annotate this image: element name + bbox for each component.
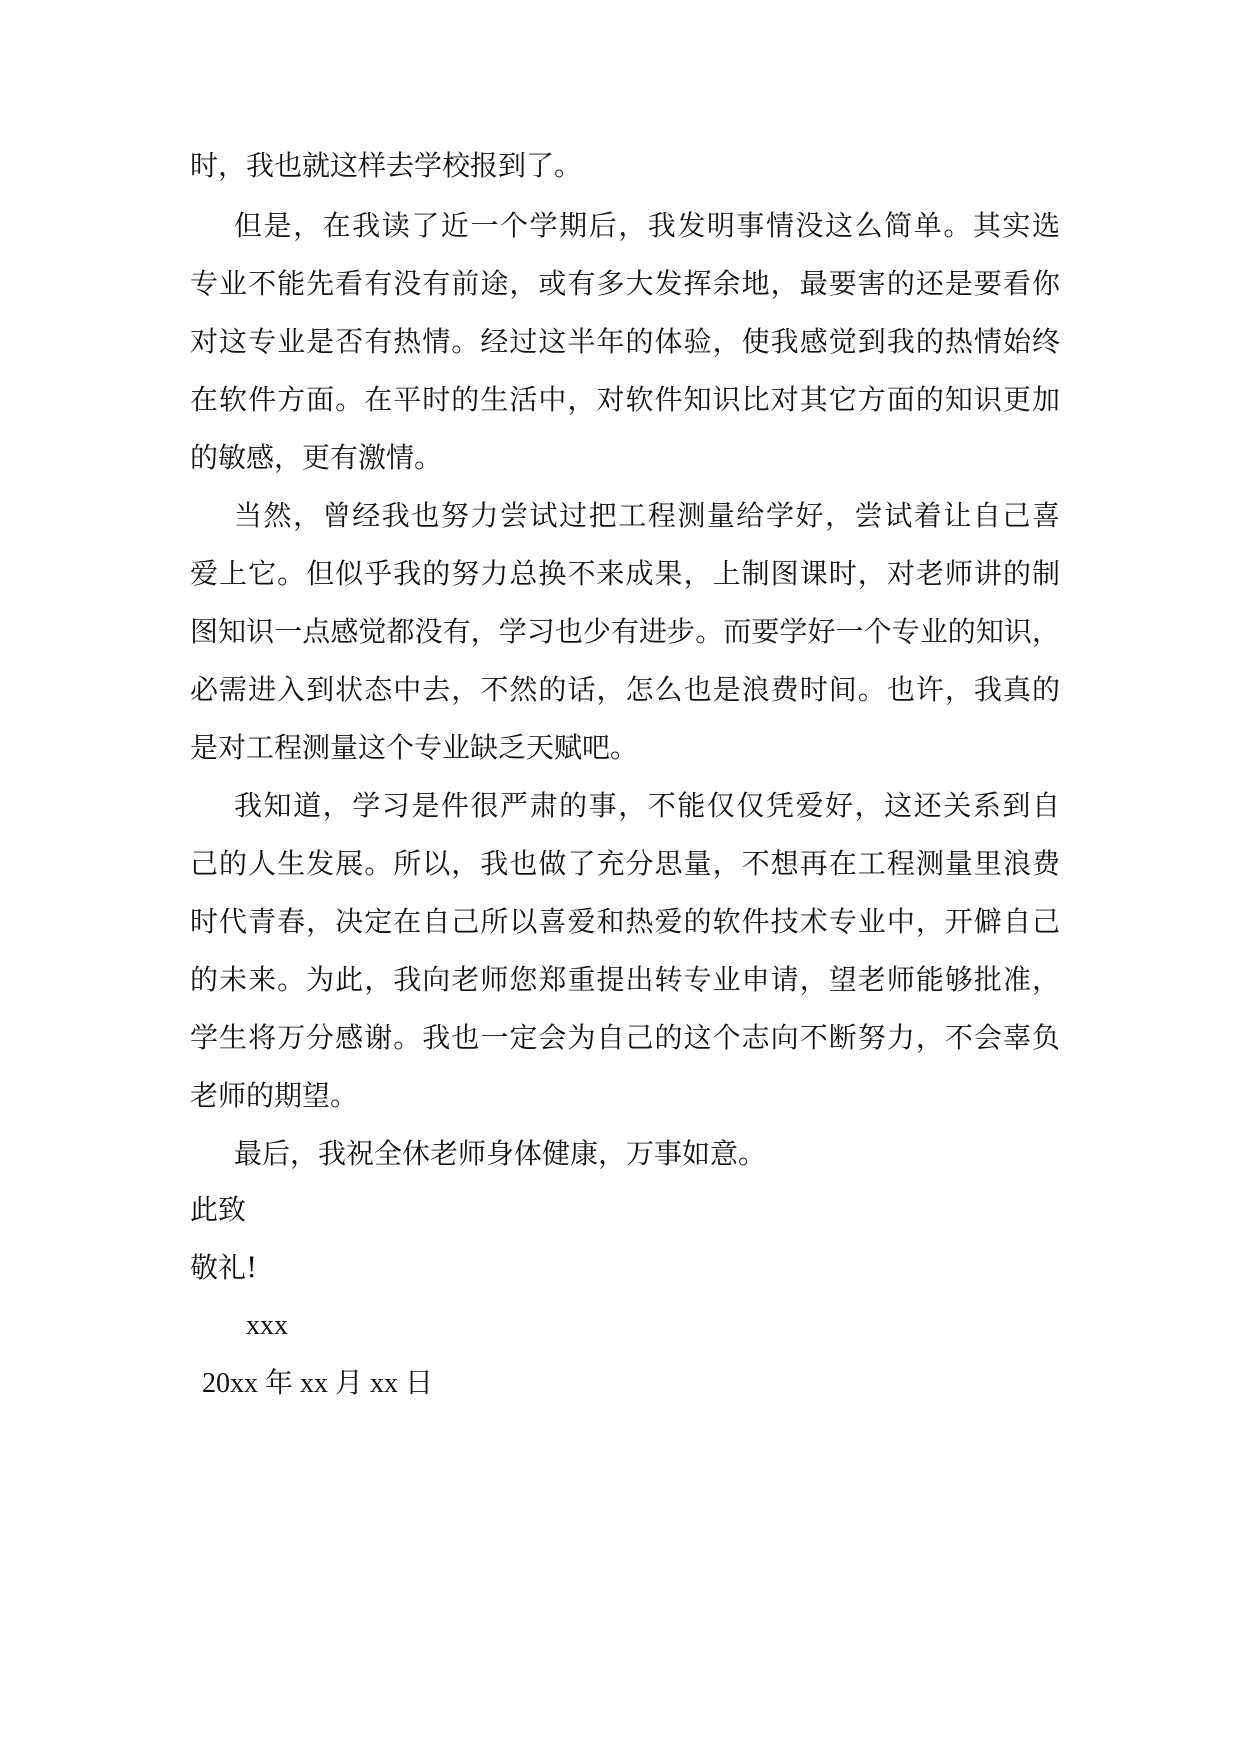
paragraph-line: 己的人生发展。所以，我也做了充分思量，不想再在工程测量里浪费 — [190, 847, 1060, 880]
closing-regards: 敬礼! — [190, 1251, 258, 1284]
paragraph-line: 当然，曾经我也努力尝试过把工程测量给学好，尝试着让自己喜 — [234, 499, 1060, 532]
signature-date: 20xx 年 xx 月 xx 日 — [202, 1368, 434, 1399]
paragraph-line: 最后，我祝全休老师身体健康，万事如意。 — [234, 1137, 767, 1170]
paragraph-line: 专业不能先看有没有前途，或有多大发挥余地，最要害的还是要看你 — [190, 267, 1060, 300]
signature-name: xxx — [246, 1310, 288, 1341]
paragraph-line: 的未来。为此，我向老师您郑重提出转专业申请，望老师能够批准， — [190, 963, 1060, 996]
closing-salutation: 此致 — [190, 1193, 247, 1226]
paragraph-line: 对这专业是否有热情。经过这半年的体验，使我感觉到我的热情始终 — [190, 325, 1060, 358]
paragraph-line: 时代青春，决定在自己所以喜爱和热爱的软件技术专业中，开僻自己 — [190, 905, 1060, 938]
paragraph-line: 但是，在我读了近一个学期后，我发明事情没这么简单。其实选 — [234, 209, 1060, 242]
paragraph-line: 我知道，学习是件很严肃的事，不能仅仅凭爱好，这还关系到自 — [234, 789, 1060, 822]
paragraph-line: 必需进入到状态中去，不然的话，怎么也是浪费时间。也许，我真的 — [190, 673, 1060, 706]
document-page — [190, 0, 1060, 1754]
paragraph-line: 老师的期望。 — [190, 1079, 359, 1112]
paragraph-line: 在软件方面。在平时的生活中，对软件知识比对其它方面的知识更加 — [190, 383, 1060, 416]
paragraph-line: 时，我也就这样去学校报到了。 — [190, 149, 583, 182]
paragraph-line: 图知识一点感觉都没有，学习也少有进步。而要学好一个专业的知识， — [190, 615, 1060, 648]
paragraph-line: 的敏感，更有激情。 — [190, 441, 443, 474]
paragraph-line: 学生将万分感谢。我也一定会为自己的这个志向不断努力，不会辜负 — [190, 1021, 1060, 1054]
paragraph-line: 是对工程测量这个专业缺乏天赋吧。 — [190, 731, 639, 764]
paragraph-line: 爱上它。但似乎我的努力总换不来成果，上制图课时，对老师讲的制 — [190, 557, 1060, 590]
